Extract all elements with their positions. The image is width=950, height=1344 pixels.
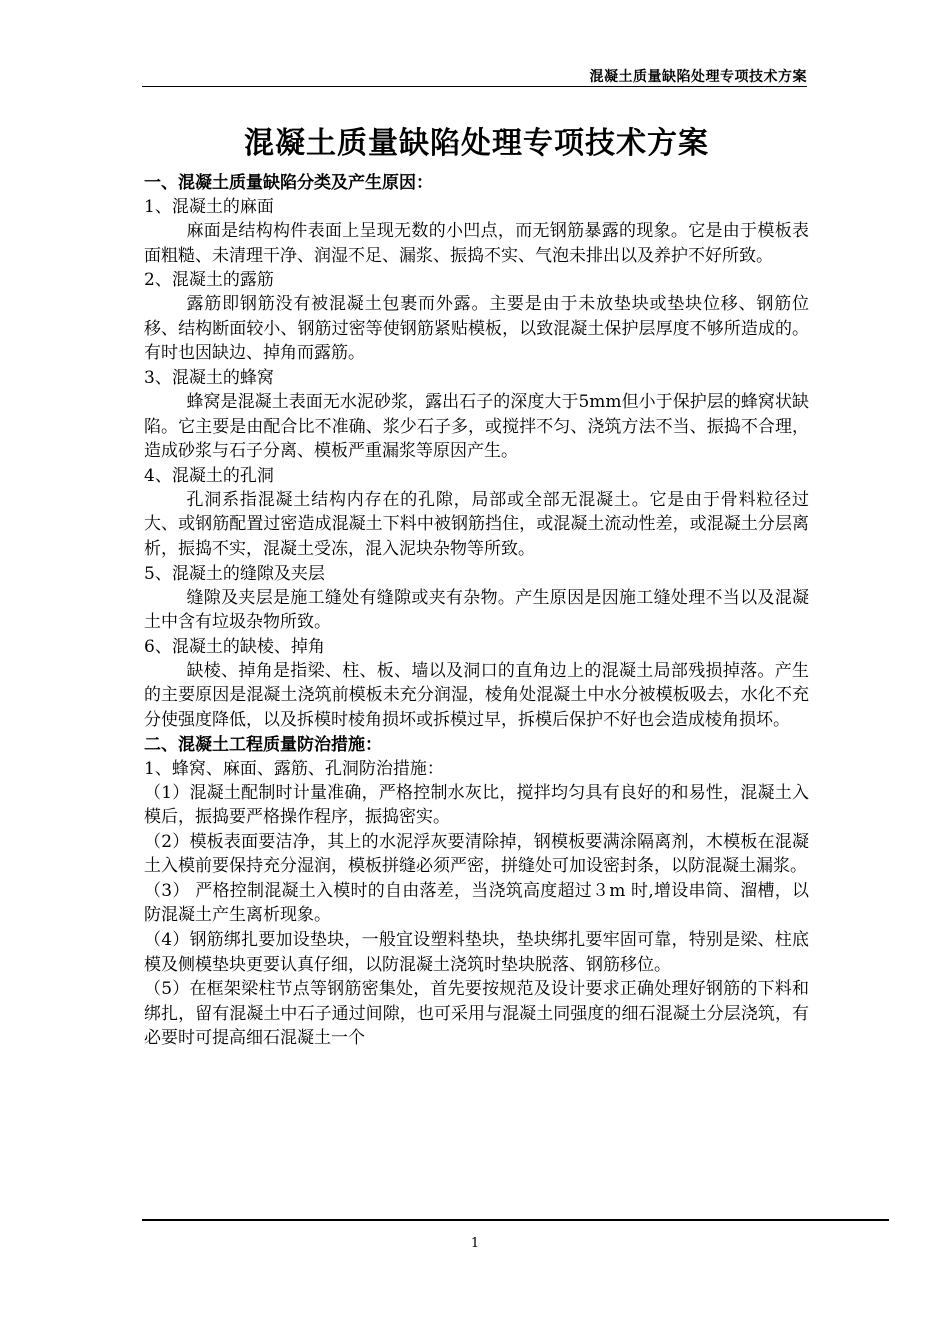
list-paragraph: （3） 严格控制混凝土入模时的自由落差，当浇筑高度超过３m 时,增设串筒、溜槽，以防混凝土产生离析现象。 [144,880,809,926]
sub-heading: 4、混凝土的孔洞 [144,465,274,486]
paragraph: 麻面是结构构件表面上呈现无数的小凹点，而无钢筋暴露的现象。它是由于模板表面粗糙、未清理干净、润湿不足、漏浆、振捣不实、气泡未排出以及养护不好所致。 [144,221,809,266]
paragraph: 露筋即钢筋没有被混凝土包裹而外露。主要是由于未放垫块或垫块位移、钢筋位移、结构断面较小、钢筋过密等使钢筋紧贴模板，以致混凝土保护层厚度不够所造成的。有时也因缺边、掉角而露筋。 [144,294,809,364]
list-paragraph: （5）在框架梁柱节点等钢筋密集处，首先要按规范及设计要求正确处理好钢筋的下料和绑扎，留有混凝土中石子通过间隙，也可采用与混凝土同强度的细石混凝土分层浇筑，有必要时可提高细石混凝土一个 [144,979,809,1049]
footer-rule [142,1219,889,1221]
list-paragraph: （1）混凝土配制时计量准确，严格控制水灰比，搅拌均匀具有良好的和易性，混凝土入模后，振捣要严格操作程序，振捣密实。 [144,782,809,828]
sub-heading: 3、混凝土的蜂窝 [144,367,274,388]
list-paragraph: （2）模板表面要洁净，其上的水泥浮灰要清除掉，钢模板要满涂隔离剂，木模板在混凝土入模前要保持充分湿润，模板拼缝必须严密，拼缝处可加设密封条，以防混凝土漏浆。 [144,831,809,877]
header-rule [142,86,807,87]
section-heading: 二、混凝土工程质量防治措施： [144,734,382,755]
paragraph: 蜂窝是混凝土表面无水泥砂浆，露出石子的深度大于5mm但小于保护层的蜂窝状缺陷。它主要是由配合比不准确、浆少石子多，或搅拌不匀、浇筑方法不当、振捣不合理，造成砂浆与石子分离、模板严重漏浆等原因产生。 [144,391,809,462]
sub-heading: 2、混凝土的露筋 [144,270,274,291]
sub-heading: 1、混凝土的麻面 [144,197,274,217]
document-body [144,121,809,1051]
running-header: 混凝土质量缺陷处理专项技术方案 [589,69,807,85]
sub-heading: 6、混凝土的缺棱、掉角 [144,636,325,657]
paragraph: 缺棱、掉角是指梁、柱、板、墙以及洞口的直角边上的混凝土局部残损掉落。产生的主要原因是混凝土浇筑前模板未充分润湿，棱角处混凝土中水分被模板吸去，水化不充分使强度降低，以及拆模时棱角损坏或拆模过早，拆模后保护不好也会造成棱角损坏。 [144,660,809,730]
sub-heading: 5、混凝土的缝隙及夹层 [144,563,325,584]
paragraph: 缝隙及夹层是施工缝处有缝隙或夹有杂物。产生原因是因施工缝处理不当以及混凝土中含有垃圾杂物所致。 [144,587,809,633]
document-title: 混凝土质量缺陷处理专项技术方案 [244,126,709,161]
paragraph: 孔洞系指混凝土结构内存在的孔隙，局部或全部无混凝土。它是由于骨料粒径过大、或钢筋配置过密造成混凝土下料中被钢筋挡住，或混凝土流动性差，或混凝土分层离析，振捣不实，混凝土受冻，混入泥块杂物等所致。 [144,489,809,559]
list-paragraph: （4）钢筋绑扎要加设垫块，一般宜设塑料垫块，垫块绑扎要牢固可靠，特别是梁、柱底模及侧模垫块更要认真仔细，以防混凝土浇筑时垫块脱落、钢筋移位。 [144,930,809,975]
sub-heading: 1、蜂窝、麻面、露筋、孔洞防治措施： [144,758,444,779]
section-heading: 一、混凝土质量缺陷分类及产生原因： [144,173,433,193]
page-number: 1 [470,1236,480,1251]
